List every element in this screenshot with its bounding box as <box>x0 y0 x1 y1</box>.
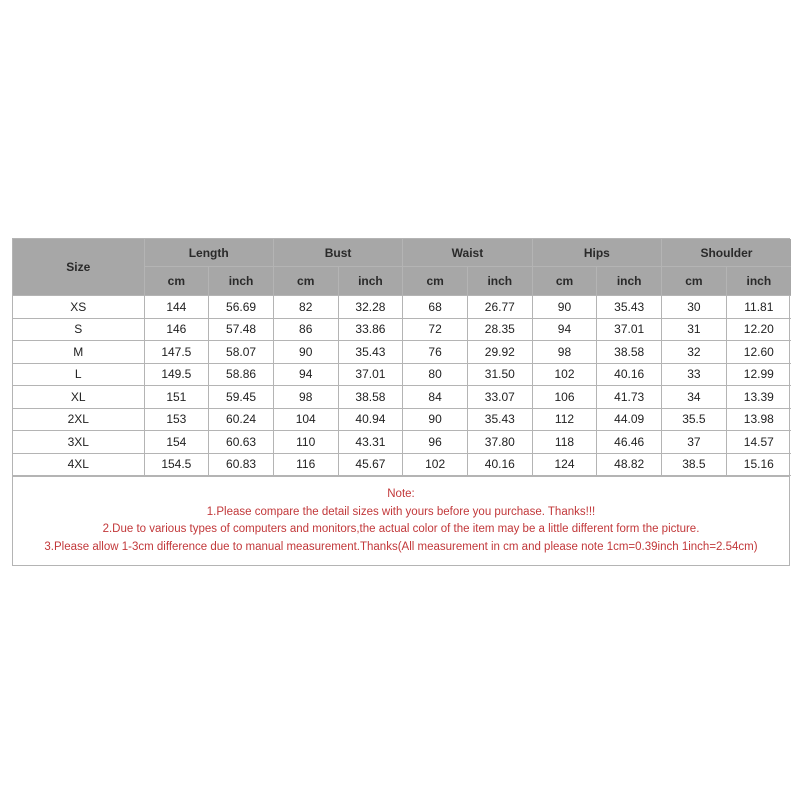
measurement-cell: 147.5 <box>144 341 209 364</box>
measurement-cell: 34 <box>662 386 727 409</box>
measurement-cell: 12.20 <box>726 318 791 341</box>
measurement-cell: 37.01 <box>338 363 403 386</box>
measurement-cell: 35.5 <box>662 408 727 431</box>
size-cell: XL <box>13 386 144 409</box>
measurement-cell: 26.77 <box>467 296 532 319</box>
unit-header-inch: inch <box>467 267 532 296</box>
measurement-cell: 102 <box>403 453 468 476</box>
measurement-cell: 32 <box>662 341 727 364</box>
measurement-cell: 82 <box>273 296 338 319</box>
measurement-cell: 32.28 <box>338 296 403 319</box>
measurement-cell: 60.63 <box>209 431 274 454</box>
measurement-cell: 30 <box>662 296 727 319</box>
unit-header-cm: cm <box>532 267 597 296</box>
measurement-cell: 11.81 <box>726 296 791 319</box>
size-cell: M <box>13 341 144 364</box>
table-row <box>13 318 791 341</box>
unit-header-cm: cm <box>403 267 468 296</box>
measurement-cell: 112 <box>532 408 597 431</box>
measurement-cell: 31.50 <box>467 363 532 386</box>
table-row <box>13 341 791 364</box>
measurement-cell: 35.43 <box>338 341 403 364</box>
measurement-cell: 13.98 <box>726 408 791 431</box>
measurement-cell: 37.80 <box>467 431 532 454</box>
measurement-cell: 33 <box>662 363 727 386</box>
note-line-3: 3.Please allow 1-3cm difference due to manual measurement.Thanks(All measurement in cm and please note 1cm=0.39inch 1inch=2.54cm) <box>44 540 758 553</box>
measurement-cell: 33.86 <box>338 318 403 341</box>
measurement-cell: 45.67 <box>338 453 403 476</box>
measurement-cell: 60.83 <box>209 453 274 476</box>
measurement-cell: 106 <box>532 386 597 409</box>
note-line-2: 2.Due to various types of computers and monitors,the actual color of the item may be a little different form the picture. <box>102 523 700 535</box>
measurement-cell: 43.31 <box>338 431 403 454</box>
measurement-cell: 35.43 <box>597 296 662 319</box>
table-row <box>13 386 791 409</box>
size-cell: 3XL <box>13 431 144 454</box>
measurement-cell: 144 <box>144 296 209 319</box>
size-cell: XS <box>13 296 144 319</box>
measurement-cell: 12.60 <box>726 341 791 364</box>
length-header: Length <box>144 239 273 267</box>
size-chart <box>12 238 790 566</box>
table-row <box>13 453 791 476</box>
measurement-cell: 46.46 <box>597 431 662 454</box>
table-row <box>13 431 791 454</box>
notes-section <box>13 476 789 565</box>
unit-header-cm: cm <box>662 267 727 296</box>
measurement-cell: 38.5 <box>662 453 727 476</box>
measurement-cell: 72 <box>403 318 468 341</box>
size-rows <box>13 296 791 476</box>
measurement-cell: 12.99 <box>726 363 791 386</box>
measurement-cell: 86 <box>273 318 338 341</box>
measurement-cell: 90 <box>273 341 338 364</box>
table-row <box>13 296 791 319</box>
measurement-cell: 154 <box>144 431 209 454</box>
size-cell: S <box>13 318 144 341</box>
measurement-cell: 58.86 <box>209 363 274 386</box>
measurement-cell: 57.48 <box>209 318 274 341</box>
measurement-cell: 110 <box>273 431 338 454</box>
measurement-cell: 31 <box>662 318 727 341</box>
measurement-cell: 104 <box>273 408 338 431</box>
measurement-cell: 80 <box>403 363 468 386</box>
measurement-cell: 94 <box>273 363 338 386</box>
measurement-cell: 15.16 <box>726 453 791 476</box>
size-table <box>13 239 791 476</box>
measurement-cell: 118 <box>532 431 597 454</box>
measurement-cell: 59.45 <box>209 386 274 409</box>
measurement-cell: 56.69 <box>209 296 274 319</box>
hips-header: Hips <box>532 239 661 267</box>
measurement-cell: 90 <box>403 408 468 431</box>
measurement-cell: 149.5 <box>144 363 209 386</box>
measurement-cell: 48.82 <box>597 453 662 476</box>
size-cell: 2XL <box>13 408 144 431</box>
measurement-cell: 41.73 <box>597 386 662 409</box>
size-cell: 4XL <box>13 453 144 476</box>
measurement-cell: 37 <box>662 431 727 454</box>
measurement-cell: 151 <box>144 386 209 409</box>
measurement-cell: 94 <box>532 318 597 341</box>
table-row <box>13 363 791 386</box>
measurement-cell: 153 <box>144 408 209 431</box>
measurement-cell: 13.39 <box>726 386 791 409</box>
measurement-cell: 68 <box>403 296 468 319</box>
measurement-cell: 98 <box>273 386 338 409</box>
unit-header-cm: cm <box>273 267 338 296</box>
measurement-cell: 84 <box>403 386 468 409</box>
measurement-cell: 38.58 <box>338 386 403 409</box>
measurement-cell: 98 <box>532 341 597 364</box>
unit-header-cm: cm <box>144 267 209 296</box>
waist-header: Waist <box>403 239 532 267</box>
measurement-cell: 90 <box>532 296 597 319</box>
measurement-cell: 60.24 <box>209 408 274 431</box>
measurement-cell: 35.43 <box>467 408 532 431</box>
unit-header-inch: inch <box>597 267 662 296</box>
measurement-cell: 58.07 <box>209 341 274 364</box>
measurement-cell: 38.58 <box>597 341 662 364</box>
measurement-cell: 37.01 <box>597 318 662 341</box>
size-cell: L <box>13 363 144 386</box>
note-title: Note: <box>387 488 415 500</box>
unit-header-inch: inch <box>209 267 274 296</box>
measurement-cell: 14.57 <box>726 431 791 454</box>
measurement-cell: 76 <box>403 341 468 364</box>
size-column-header: Size <box>13 239 144 296</box>
measurement-cell: 44.09 <box>597 408 662 431</box>
table-row <box>13 408 791 431</box>
measurement-cell: 33.07 <box>467 386 532 409</box>
measurement-cell: 146 <box>144 318 209 341</box>
measurement-cell: 40.16 <box>597 363 662 386</box>
measurement-cell: 96 <box>403 431 468 454</box>
measurement-cell: 116 <box>273 453 338 476</box>
unit-header-inch: inch <box>726 267 791 296</box>
measurement-cell: 124 <box>532 453 597 476</box>
header-group-row <box>13 239 791 267</box>
measurement-cell: 102 <box>532 363 597 386</box>
measurement-cell: 40.94 <box>338 408 403 431</box>
measurement-cell: 40.16 <box>467 453 532 476</box>
note-line-1: 1.Please compare the detail sizes with yours before you purchase. Thanks!!! <box>206 505 596 518</box>
measurement-cell: 29.92 <box>467 341 532 364</box>
shoulder-header: Shoulder <box>662 239 791 267</box>
measurement-cell: 28.35 <box>467 318 532 341</box>
measurement-cell: 154.5 <box>144 453 209 476</box>
unit-header-inch: inch <box>338 267 403 296</box>
bust-header: Bust <box>273 239 402 267</box>
